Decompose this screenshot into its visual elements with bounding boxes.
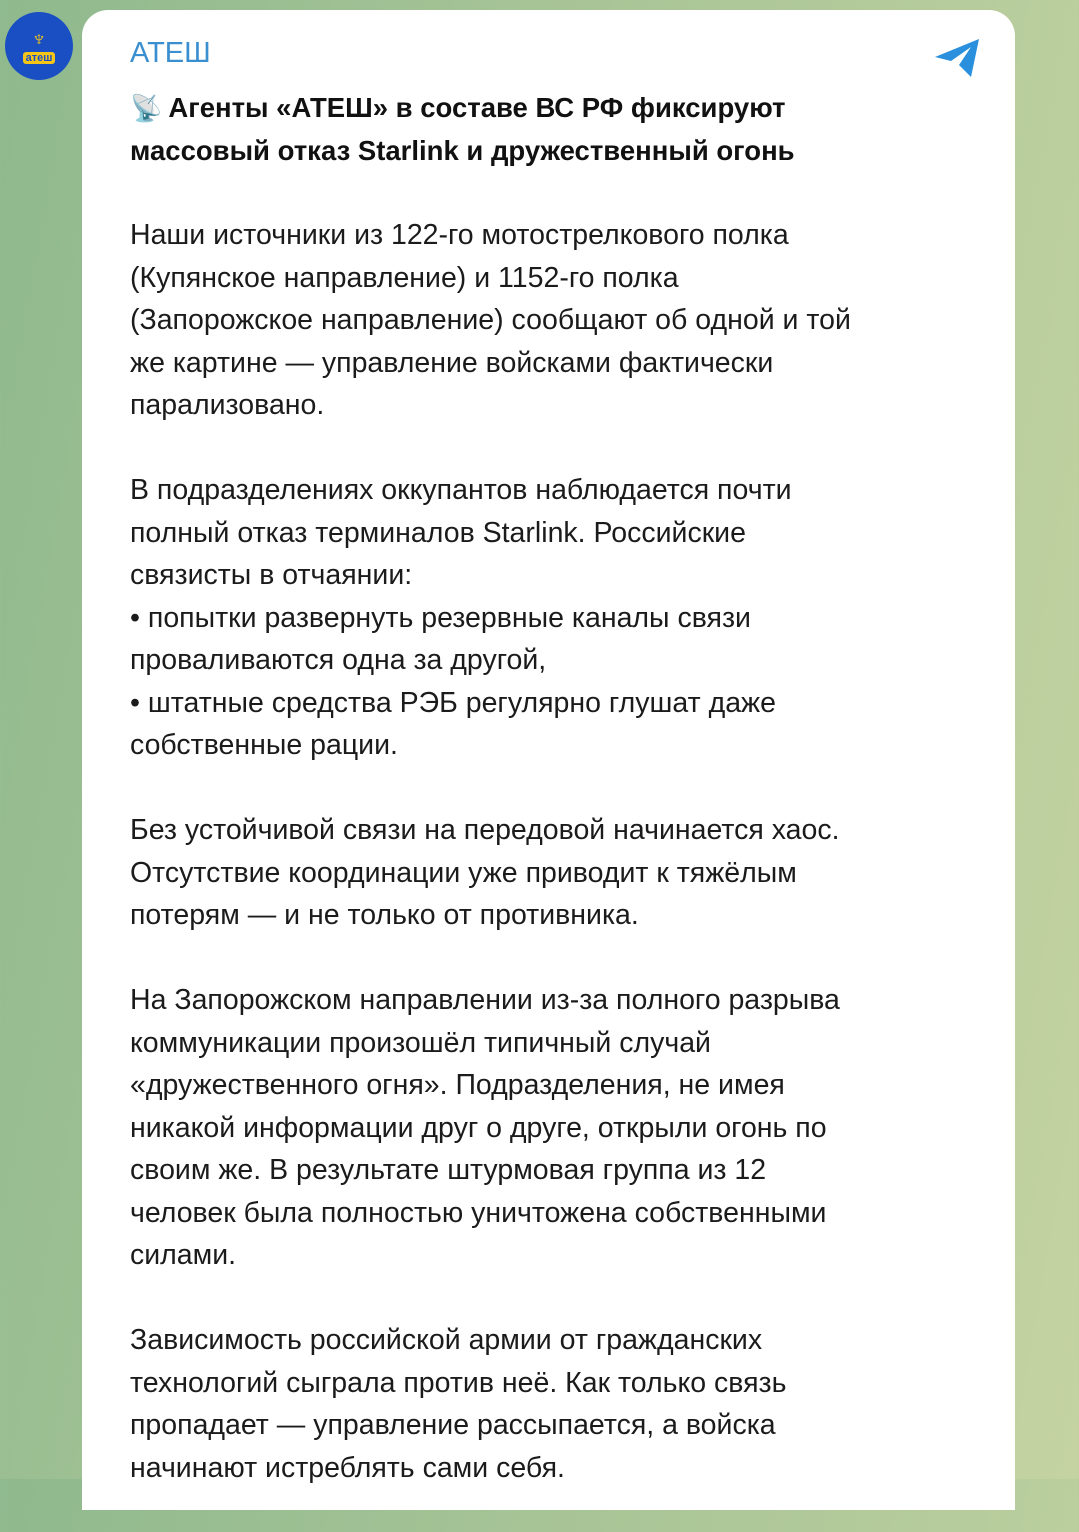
paragraph-line: На Запорожском направлении из-за полного разрыва [130,984,840,1016]
paragraph-line: Без устойчивой связи на передовой начинается хаос. [130,814,840,846]
paragraph-line: (Запорожское направление) сообщают об одной и той [130,304,851,336]
paragraph-line: коммуникации произошёл типичный случай [130,1026,711,1059]
post-paragraph [130,1319,990,1489]
paragraph-line: начинают истреблять сами себя. [130,1451,565,1484]
post-paragraph [130,979,990,1277]
post-paragraph [130,809,990,937]
title-line-1 [130,87,950,130]
paragraph-line: человек была полностью уничтожена собственными [130,1196,827,1229]
title-text: Агенты «АТЕШ» в составе ВС РФ фиксируют [168,92,786,123]
paragraph-line: парализовано. [130,389,325,421]
post-title [130,87,950,172]
paragraph-line: В подразделениях оккупантов наблюдается почти [130,474,792,506]
paragraph-line: потерям — и не только от противника. [130,899,639,931]
paragraph-line: пропадает — управление рассыпается, а войска [130,1409,776,1441]
title-line-2: массовый отказ Starlink и дружественный огонь [130,134,795,166]
paragraph-line: связисты в отчаянии: [130,559,413,591]
paragraph-line: же картине — управление войсками фактически [130,346,774,379]
channel-avatar[interactable] [5,12,73,80]
paragraph-line: • попытки развернуть резервные каналы связи [130,601,751,634]
post-paragraph [130,214,990,427]
telegram-icon[interactable] [931,35,983,83]
paragraph-line: силами. [130,1239,237,1271]
paragraph-line: никакой информации друг о друге, открыли огонь по [130,1111,827,1144]
paragraph-line: Отсутствие координации уже приводит к тяжёлым [130,856,797,889]
post-paragraph [130,469,990,767]
trident-flame-icon: ♆ [30,25,48,51]
paragraph-line: проваливаются одна за другой, [130,644,547,676]
paragraph-line: технологий сыграла против неё. Как только связь [130,1366,787,1399]
paragraph-line: своим же. В результате штурмовая группа из 12 [130,1154,767,1186]
paragraph-line: (Купянское направление) и 1152-го полка [130,261,679,294]
paragraph-line: собственные рации. [130,729,398,761]
channel-name[interactable]: АТЕШ [130,37,211,69]
paragraph-line: Зависимость российской армии от гражданских [130,1324,763,1356]
paragraph-line: • штатные средства РЭБ регулярно глушат даже [130,686,776,719]
paragraph-line: Наши источники из 122-го мотострелкового полка [130,219,789,251]
post-body [130,214,990,1532]
satellite-antenna-icon: 📡 [130,93,163,123]
paragraph-line: полный отказ терминалов Starlink. Российские [130,516,746,549]
message-card [82,10,1015,1510]
paragraph-line: «дружественного огня». Подразделения, не имея [130,1069,785,1101]
avatar-logo-text: атеш [23,52,56,64]
